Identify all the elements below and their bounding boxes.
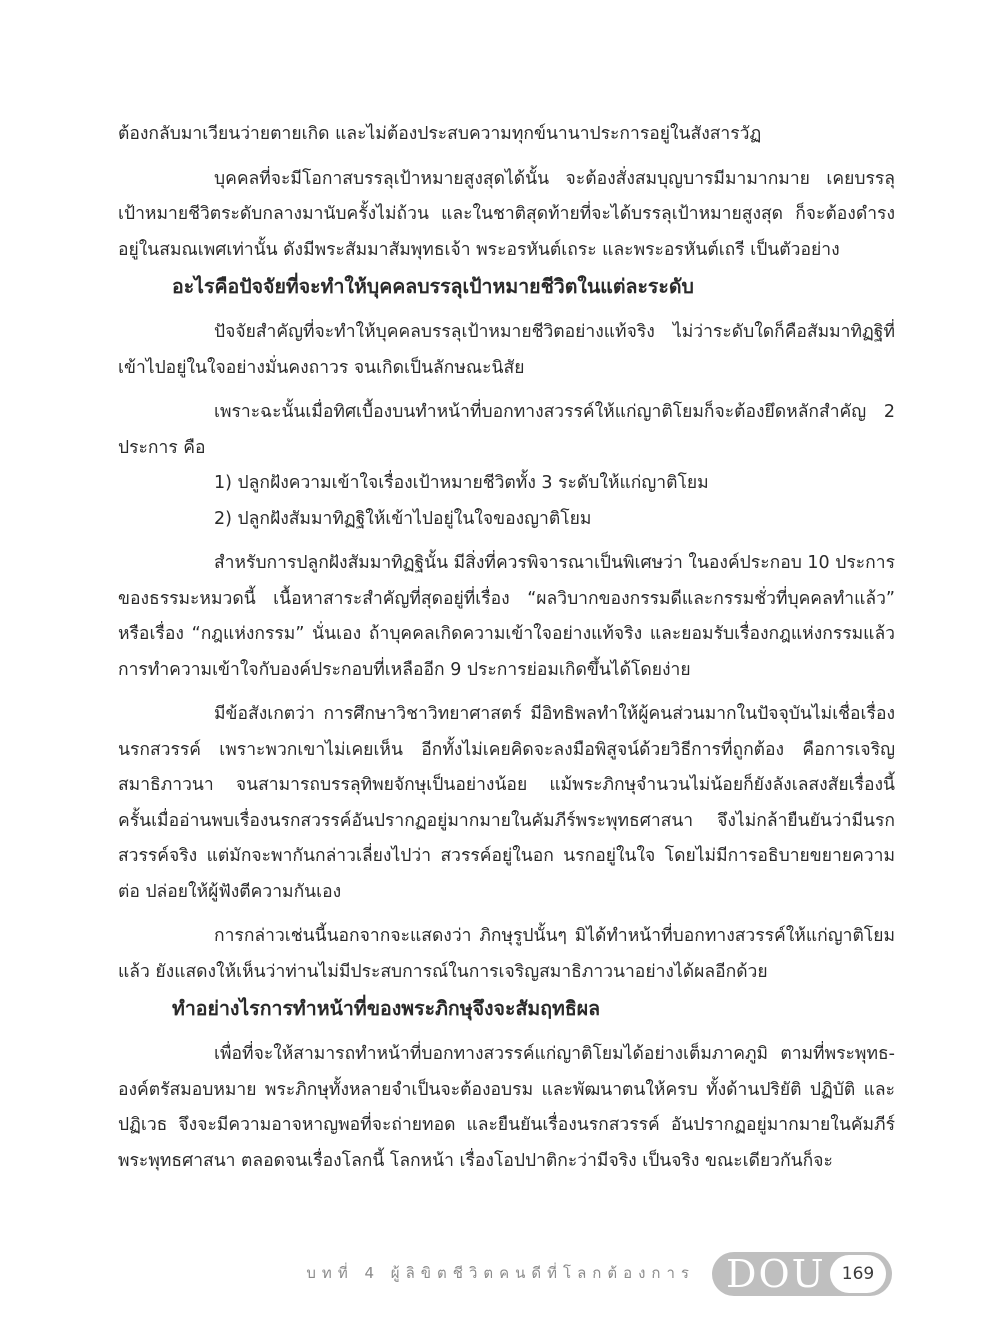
section-heading: ทำอย่างไรการทำหน้าที่ของพระภิกษุจึงจะสัมฤทธิผล — [172, 997, 601, 1020]
body-text — [118, 117, 895, 1179]
paragraph: เพื่อที่จะให้สามารถทำหน้าที่บอกทางสวรรค์แก่ญาติโยมได้อย่างเต็มภาคภูมิ ตามที่พระพุทธ-องค์ตรัสมอบหมาย พระภิกษุทั้งหลายจำเป็นจะต้องอบรม และพัฒนาตนให้ครบ ทั้งด้านปริยัติ ปฏิบัติ และปฏิเวธ จึงจะมีความอาจหาญพอที่จะถ่ายทอด และยืนยันเรื่องนรกสวรรค์ อันปรากฏอยู่มากมายในคัมภีร์พระพุทธศาสนา ตลอดจนเรื่องโลกนี้ โลกหน้า เรื่องโอปปาติกะว่ามีจริง เป็นจริง ขณะเดียวกันก็จะ — [118, 1044, 895, 1171]
page-number: 169 — [830, 1255, 886, 1293]
list-item: 2) ปลูกฝังสัมมาทิฏฐิให้เข้าไปอยู่ในใจของญาติโยม — [214, 508, 592, 529]
page-footer — [0, 1248, 1000, 1298]
paragraph: บุคคลที่จะมีโอกาสบรรลุเป้าหมายสูงสุดได้นั้น จะต้องสั่งสมบุญบารมีมามากมาย เคยบรรลุเป้าหมายชีวิตระดับกลางมานับครั้งไม่ถ้วน และในชาติสุดท้ายที่จะได้บรรลุเป้าหมายสูงสุด ก็จะต้องดำรงอยู่ในสมณเพศเท่านั้น ดังมีพระสัมมาสัมพุทธเจ้า พระอรหันต์เถระ และพระอรหันต์เถรี เป็นตัวอย่าง — [118, 168, 895, 260]
dou-logo: DOU — [726, 1252, 826, 1296]
page-badge — [712, 1252, 892, 1296]
paragraph: ปัจจัยสำคัญที่จะทำให้บุคคลบรรลุเป้าหมายชีวิตอย่างแท้จริง ไม่ว่าระดับใดก็คือสัมมาทิฏฐิที่เข้าไปอยู่ในใจอย่างมั่นคงถาวร จนเกิดเป็นลักษณะนิสัย — [118, 322, 895, 378]
paragraph: เพราะฉะนั้นเมื่อทิศเบื้องบนทำหน้าที่บอกทางสวรรค์ให้แก่ญาติโยมก็จะต้องยึดหลักสำคัญ 2 ประการ คือ — [118, 402, 895, 458]
chapter-title: บทที่ 4 ผู้ลิขิตชีวิตคนดีที่โลกต้องการ — [306, 1264, 695, 1282]
list-item: 1) ปลูกฝังความเข้าใจเรื่องเป้าหมายชีวิตทั้ง 3 ระดับให้แก่ญาติโยม — [214, 473, 709, 493]
paragraph: มีข้อสังเกตว่า การศึกษาวิชาวิทยาศาสตร์ มีอิทธิพลทำให้ผู้คนส่วนมากในปัจจุบันไม่เชื่อเรื่องนรกสวรรค์ เพราะพวกเขาไม่เคยเห็น อีกทั้งไม่เคยคิดจะลงมือพิสูจน์ด้วยวิธีการที่ถูกต้อง คือการเจริญสมาธิภาวนา จนสามารถบรรลุทิพยจักษุเป็นอย่างน้อย แม้พระภิกษุจำนวนไม่น้อยก็ยังลังเลสงสัยเรื่องนี้ ครั้นเมื่ออ่านพบเรื่องนรกสวรรค์อันปรากฏอยู่มากมายในคัมภีร์พระพุทธศาสนา จึงไม่กล้ายืนยันว่ามีนรกสวรรค์จริง แต่มักจะพากันกล่าวเลี่ยงไปว่า สวรรค์อยู่ในอก นรกอยู่ในใจ โดยไม่มีการอธิบายขยายความต่อ ปล่อยให้ผู้ฟังตีความกันเอง — [118, 704, 895, 902]
paragraph: สำหรับการปลูกฝังสัมมาทิฏฐินั้น มีสิ่งที่ควรพิจารณาเป็นพิเศษว่า ในองค์ประกอบ 10 ประการของธรรมะหมวดนี้ เนื้อหาสาระสำคัญที่สุดอยู่ที่เรื่อง “ผลวิบากของกรรมดีและกรรมชั่วที่บุคคลทำแล้ว” หรือเรื่อง “กฎแห่งกรรม” นั่นเอง ถ้าบุคคลเกิดความเข้าใจอย่างแท้จริง และยอมรับเรื่องกฎแห่งกรรมแล้ว การทำความเข้าใจกับองค์ประกอบที่เหลืออีก 9 ประการย่อมเกิดขึ้นได้โดยง่าย — [118, 553, 895, 680]
section-heading: อะไรคือปัจจัยที่จะทำให้บุคคลบรรลุเป้าหมายชีวิตในแต่ละระดับ — [172, 275, 694, 298]
paragraph-continuation: ต้องกลับมาเวียนว่ายตายเกิด และไม่ต้องประสบความทุกข์นานาประการอยู่ในสังสารวัฏ — [118, 124, 762, 144]
paragraph: การกล่าวเช่นนี้นอกจากจะแสดงว่า ภิกษุรูปนั้นๆ มิได้ทำหน้าที่บอกทางสวรรค์ให้แก่ญาติโยมแล้ว ยังแสดงให้เห็นว่าท่านไม่มีประสบการณ์ในการเจริญสมาธิภาวนาอย่างได้ผลอีกด้วย — [118, 926, 895, 982]
